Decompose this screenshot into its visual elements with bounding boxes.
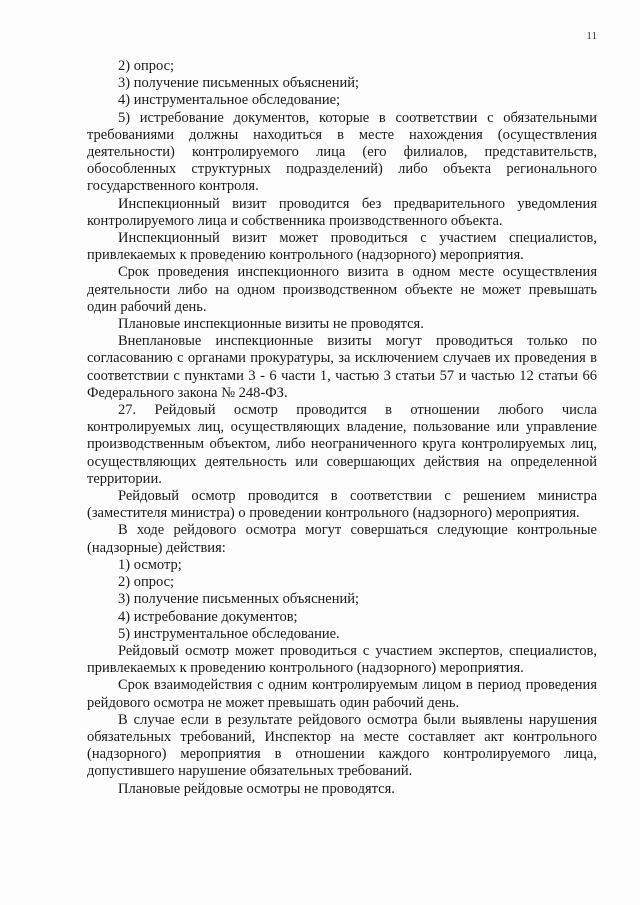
paragraph: В случае если в результате рейдового осмотра были выявлены нарушения обязательных требований, Инспектор на месте составляет акт контрольного (надзорного) мероприятия в отношении каждого контролируемого лица, допустившего нарушение обязательных требований. (87, 711, 597, 780)
paragraph: Инспекционный визит может проводиться с участием специалистов, привлекаемых к проведению контрольного (надзорного) мероприятия. (87, 230, 597, 264)
paragraph: Рейдовый осмотр может проводиться с участием экспертов, специалистов, привлекаемых к проведению контрольного (надзорного) мероприятия. (87, 642, 597, 677)
paragraph: 4) инструментальное обследование; (118, 92, 341, 109)
paragraph: Инспекционный визит проводится без предварительного уведомления контролируемого лица и собственника производственного объекта. (87, 195, 597, 229)
paragraph: В ходе рейдового осмотра могут совершаться следующие контрольные (надзорные) действия: (87, 522, 597, 556)
paragraph: Срок проведения инспекционного визита в одном месте осуществления деятельности либо на одном производственном объекте не может превышать один рабочий день. (87, 264, 597, 315)
paragraph: 5) инструментальное обследование. (118, 625, 340, 642)
paragraph: 1) осмотр; (118, 556, 182, 573)
document-body (87, 58, 597, 798)
paragraph: 3) получение письменных объяснений; (118, 591, 360, 608)
paragraph: 5) истребование документов, которые в соответствии с обязательными требованиями должны находиться в месте нахождения (осуществления деятельности) контролируемого лица (его филиалов, представительств, обособленных структурных подразделений) либо объекта регионального государственного контроля. (87, 109, 597, 195)
paragraph: 3) получение письменных объяснений; (118, 75, 360, 92)
paragraph: 2) опрос; (118, 58, 175, 74)
paragraph: Плановые инспекционные визиты не проводятся. (118, 316, 424, 333)
page-number: 11 (586, 30, 597, 42)
paragraph: Плановые рейдовые осмотры не проводятся. (118, 780, 395, 797)
paragraph: 4) истребование документов; (118, 608, 298, 625)
paragraph: Срок взаимодействия с одним контролируемым лицом в период проведения рейдового осмотра не может превышать один рабочий день. (87, 677, 597, 711)
paragraph: 2) опрос; (118, 574, 175, 591)
paragraph: 27. Рейдовый осмотр проводится в отношении любого числа контролируемых лиц, осуществляющих владение, пользование или управление производственным объектом, либо неограниченного круга контролируемых лиц, осуществляющих деятельность или совершающих действия на определенной территории. (87, 402, 597, 487)
paragraph: Внеплановые инспекционные визиты могут проводиться только по согласованию с органами прокуратуры, за исключением случаев их проведения в соответствии с пунктами 3 - 6 части 1, частью 3 статьи 57 и частью 12 статьи 66 Федерального закона № 248-ФЗ. (87, 333, 597, 401)
paragraph: Рейдовый осмотр проводится в соответствии с решением министра (заместителя министра) о проведении контрольного (надзорного) мероприятия. (87, 488, 597, 522)
